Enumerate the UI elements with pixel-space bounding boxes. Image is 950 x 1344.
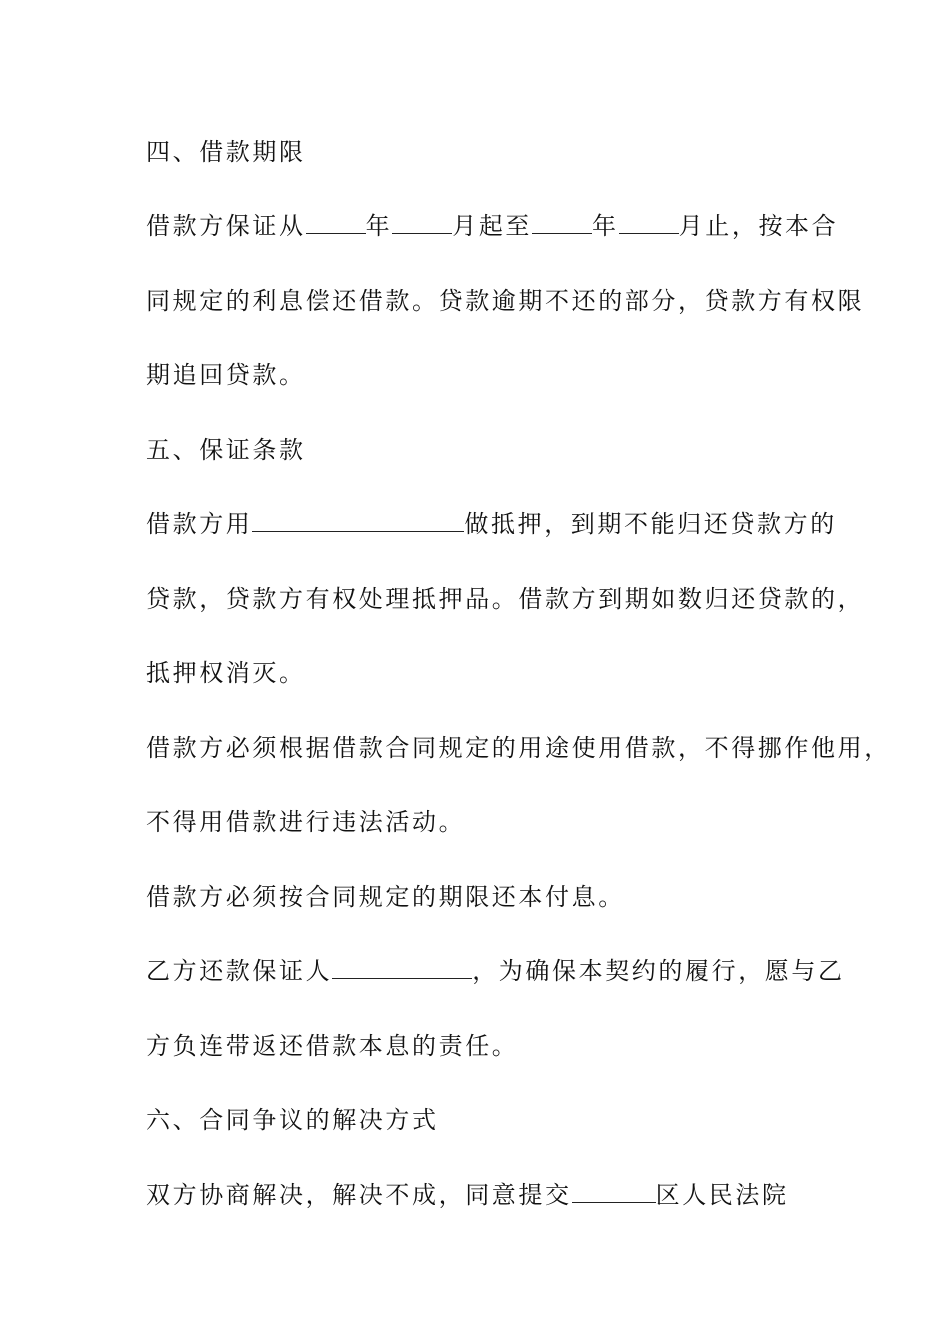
- paragraph-line: [146, 1180, 826, 1210]
- text-span: 方负连带返还借款本息的责任。: [146, 1032, 519, 1060]
- text-span: 乙方还款保证人: [146, 957, 333, 985]
- text-span: 期追回贷款。: [146, 361, 306, 389]
- text-span: 借款方用: [146, 510, 253, 538]
- blank-field: [532, 213, 592, 234]
- paragraph-line: [146, 509, 837, 539]
- heading-text: 六、合同争议的解决方式: [146, 1106, 439, 1134]
- text-span: 区人民法院: [655, 1181, 789, 1209]
- blank-field: [392, 213, 452, 234]
- paragraph-line: [146, 360, 826, 390]
- text-span: 抵押权消灭。: [146, 659, 306, 687]
- paragraph-line: [146, 211, 839, 241]
- text-span: 借款方必须根据借款合同规定的用途使用借款，不得挪作他用，: [146, 734, 891, 762]
- paragraph-line: [146, 584, 865, 614]
- heading-text: 四、借款期限: [146, 138, 306, 166]
- blank-field: [332, 958, 472, 979]
- blank-field: [306, 213, 366, 234]
- text-span: 同规定的利息偿还借款。贷款逾期不还的部分，贷款方有权限: [146, 287, 865, 315]
- section-heading: [146, 435, 826, 465]
- heading-text: 五、保证条款: [146, 436, 306, 464]
- text-span: 年: [592, 212, 619, 240]
- blank-field: [619, 213, 679, 234]
- paragraph-line: [146, 658, 826, 688]
- paragraph-line: [146, 733, 891, 763]
- paragraph-line: [146, 286, 865, 316]
- text-span: 月起至: [452, 212, 533, 240]
- text-span: 贷款，贷款方有权处理抵押品。借款方到期如数归还贷款的，: [146, 585, 865, 613]
- paragraph-line: [146, 807, 826, 837]
- text-span: 借款方保证从: [146, 212, 306, 240]
- section-heading: [146, 1105, 826, 1135]
- paragraph-line: [146, 882, 826, 912]
- text-span: ，为确保本契约的履行，愿与乙: [472, 957, 845, 985]
- text-span: 双方协商解决，解决不成，同意提交: [146, 1181, 572, 1209]
- text-span: 做抵押，到期不能归还贷款方的: [464, 510, 837, 538]
- text-span: 借款方必须按合同规定的期限还本付息。: [146, 883, 625, 911]
- paragraph-line: [146, 956, 845, 986]
- text-span: 不得用借款进行违法活动。: [146, 808, 466, 836]
- blank-field: [252, 511, 464, 532]
- text-span: 月止，按本合: [678, 212, 839, 240]
- paragraph-line: [146, 1031, 826, 1061]
- text-span: 年: [365, 212, 393, 240]
- blank-field: [572, 1182, 656, 1203]
- section-heading: [146, 137, 826, 167]
